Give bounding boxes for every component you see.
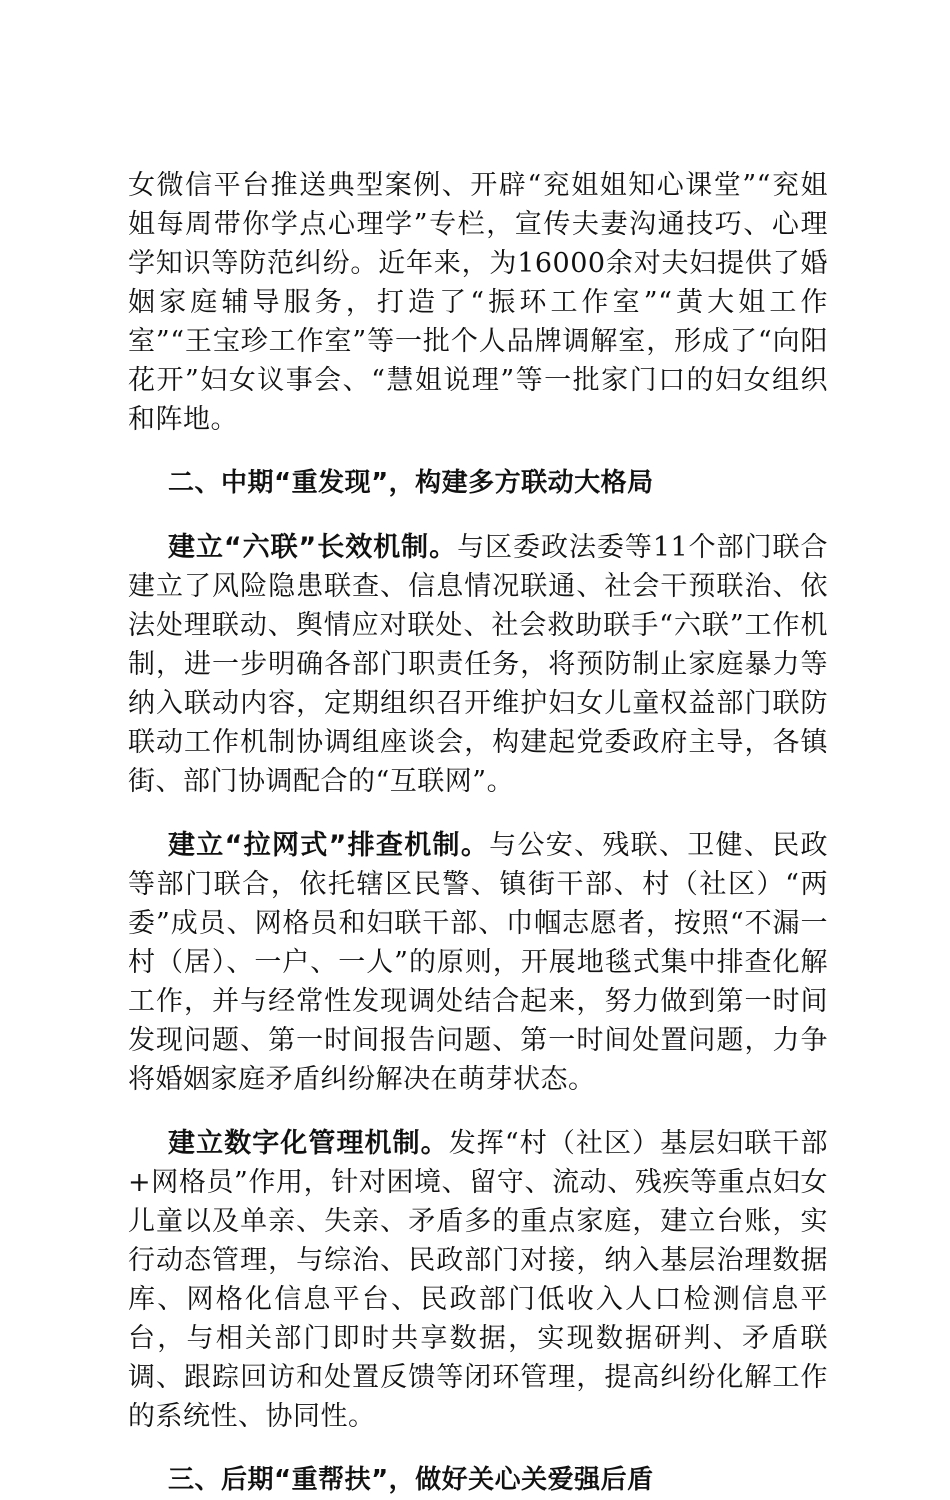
section-heading-two — [128, 464, 828, 503]
paragraph-lead: 建立数字化管理机制。 — [168, 1128, 449, 1159]
paragraph-six-links — [128, 528, 828, 801]
section-heading-three — [128, 1461, 828, 1500]
paragraph-text: 发挥“村（社区）基层妇联干部+网格员”作用，针对困境、留守、流动、残疾等重点妇女儿童以及单亲、失亲、矛盾多的重点家庭，建立台账，实行动态管理，与综治、民政部门对接，纳入基层治理数据库、网格化信息平台、民政部门低收入人口检测信息平台，与相关部门即时共享数据，实现数据研判、矛盾联调、跟踪回访和处置反馈等闭环管理，提高纠纷化解工作的系统性、协同性。 — [128, 1128, 828, 1432]
paragraph-text: 与区委政法委等11个部门联合建立了风险隐患联查、信息情况联通、社会干预联治、依法处理联动、舆情应对联处、社会救助联手“六联”工作机制，进一步明确各部门职责任务，将预防制止家庭暴力等纳入联动内容，定期组织召开维护妇女儿童权益部门联防联动工作机制协调组座谈会，构建起党委政府主导，各镇街、部门协调配合的“互联网”。 — [128, 532, 829, 797]
paragraph-lead: 建立“拉网式”排查机制。 — [168, 830, 490, 861]
heading-text: 三、后期“重帮扶”，做好关心关爱强后盾 — [168, 1465, 654, 1495]
paragraph-lead: 建立“六联”长效机制。 — [168, 532, 458, 563]
paragraph-net-screening — [128, 826, 828, 1099]
paragraph-digital-management — [128, 1124, 828, 1436]
document-body — [128, 166, 828, 1500]
paragraph-continuation — [128, 166, 828, 439]
paragraph-text: 与公安、残联、卫健、民政等部门联合，依托辖区民警、镇街干部、村（社区）“两委”成员、网格员和妇联干部、巾帼志愿者，按照“不漏一村（居）、一户、一人”的原则，开展地毯式集中排查化解工作，并与经常性发现调处结合起来，努力做到第一时间发现问题、第一时间报告问题、第一时间处置问题，力争将婚姻家庭矛盾纠纷解决在萌芽状态。 — [128, 830, 829, 1095]
paragraph-text: 女微信平台推送典型案例、开辟“兖姐姐知心课堂”“兖姐姐每周带你学点心理学”专栏，宣传夫妻沟通技巧、心理学知识等防范纠纷。近年来，为16000余对夫妇提供了婚姻家庭辅导服务，打造了“振环工作室”“黄大姐工作室”“王宝珍工作室”等一批个人品牌调解室，形成了“向阳花开”妇女议事会、“慧姐说理”等一批家门口的妇女组织和阵地。 — [128, 170, 828, 435]
heading-text: 二、中期“重发现”，构建多方联动大格局 — [168, 468, 654, 498]
